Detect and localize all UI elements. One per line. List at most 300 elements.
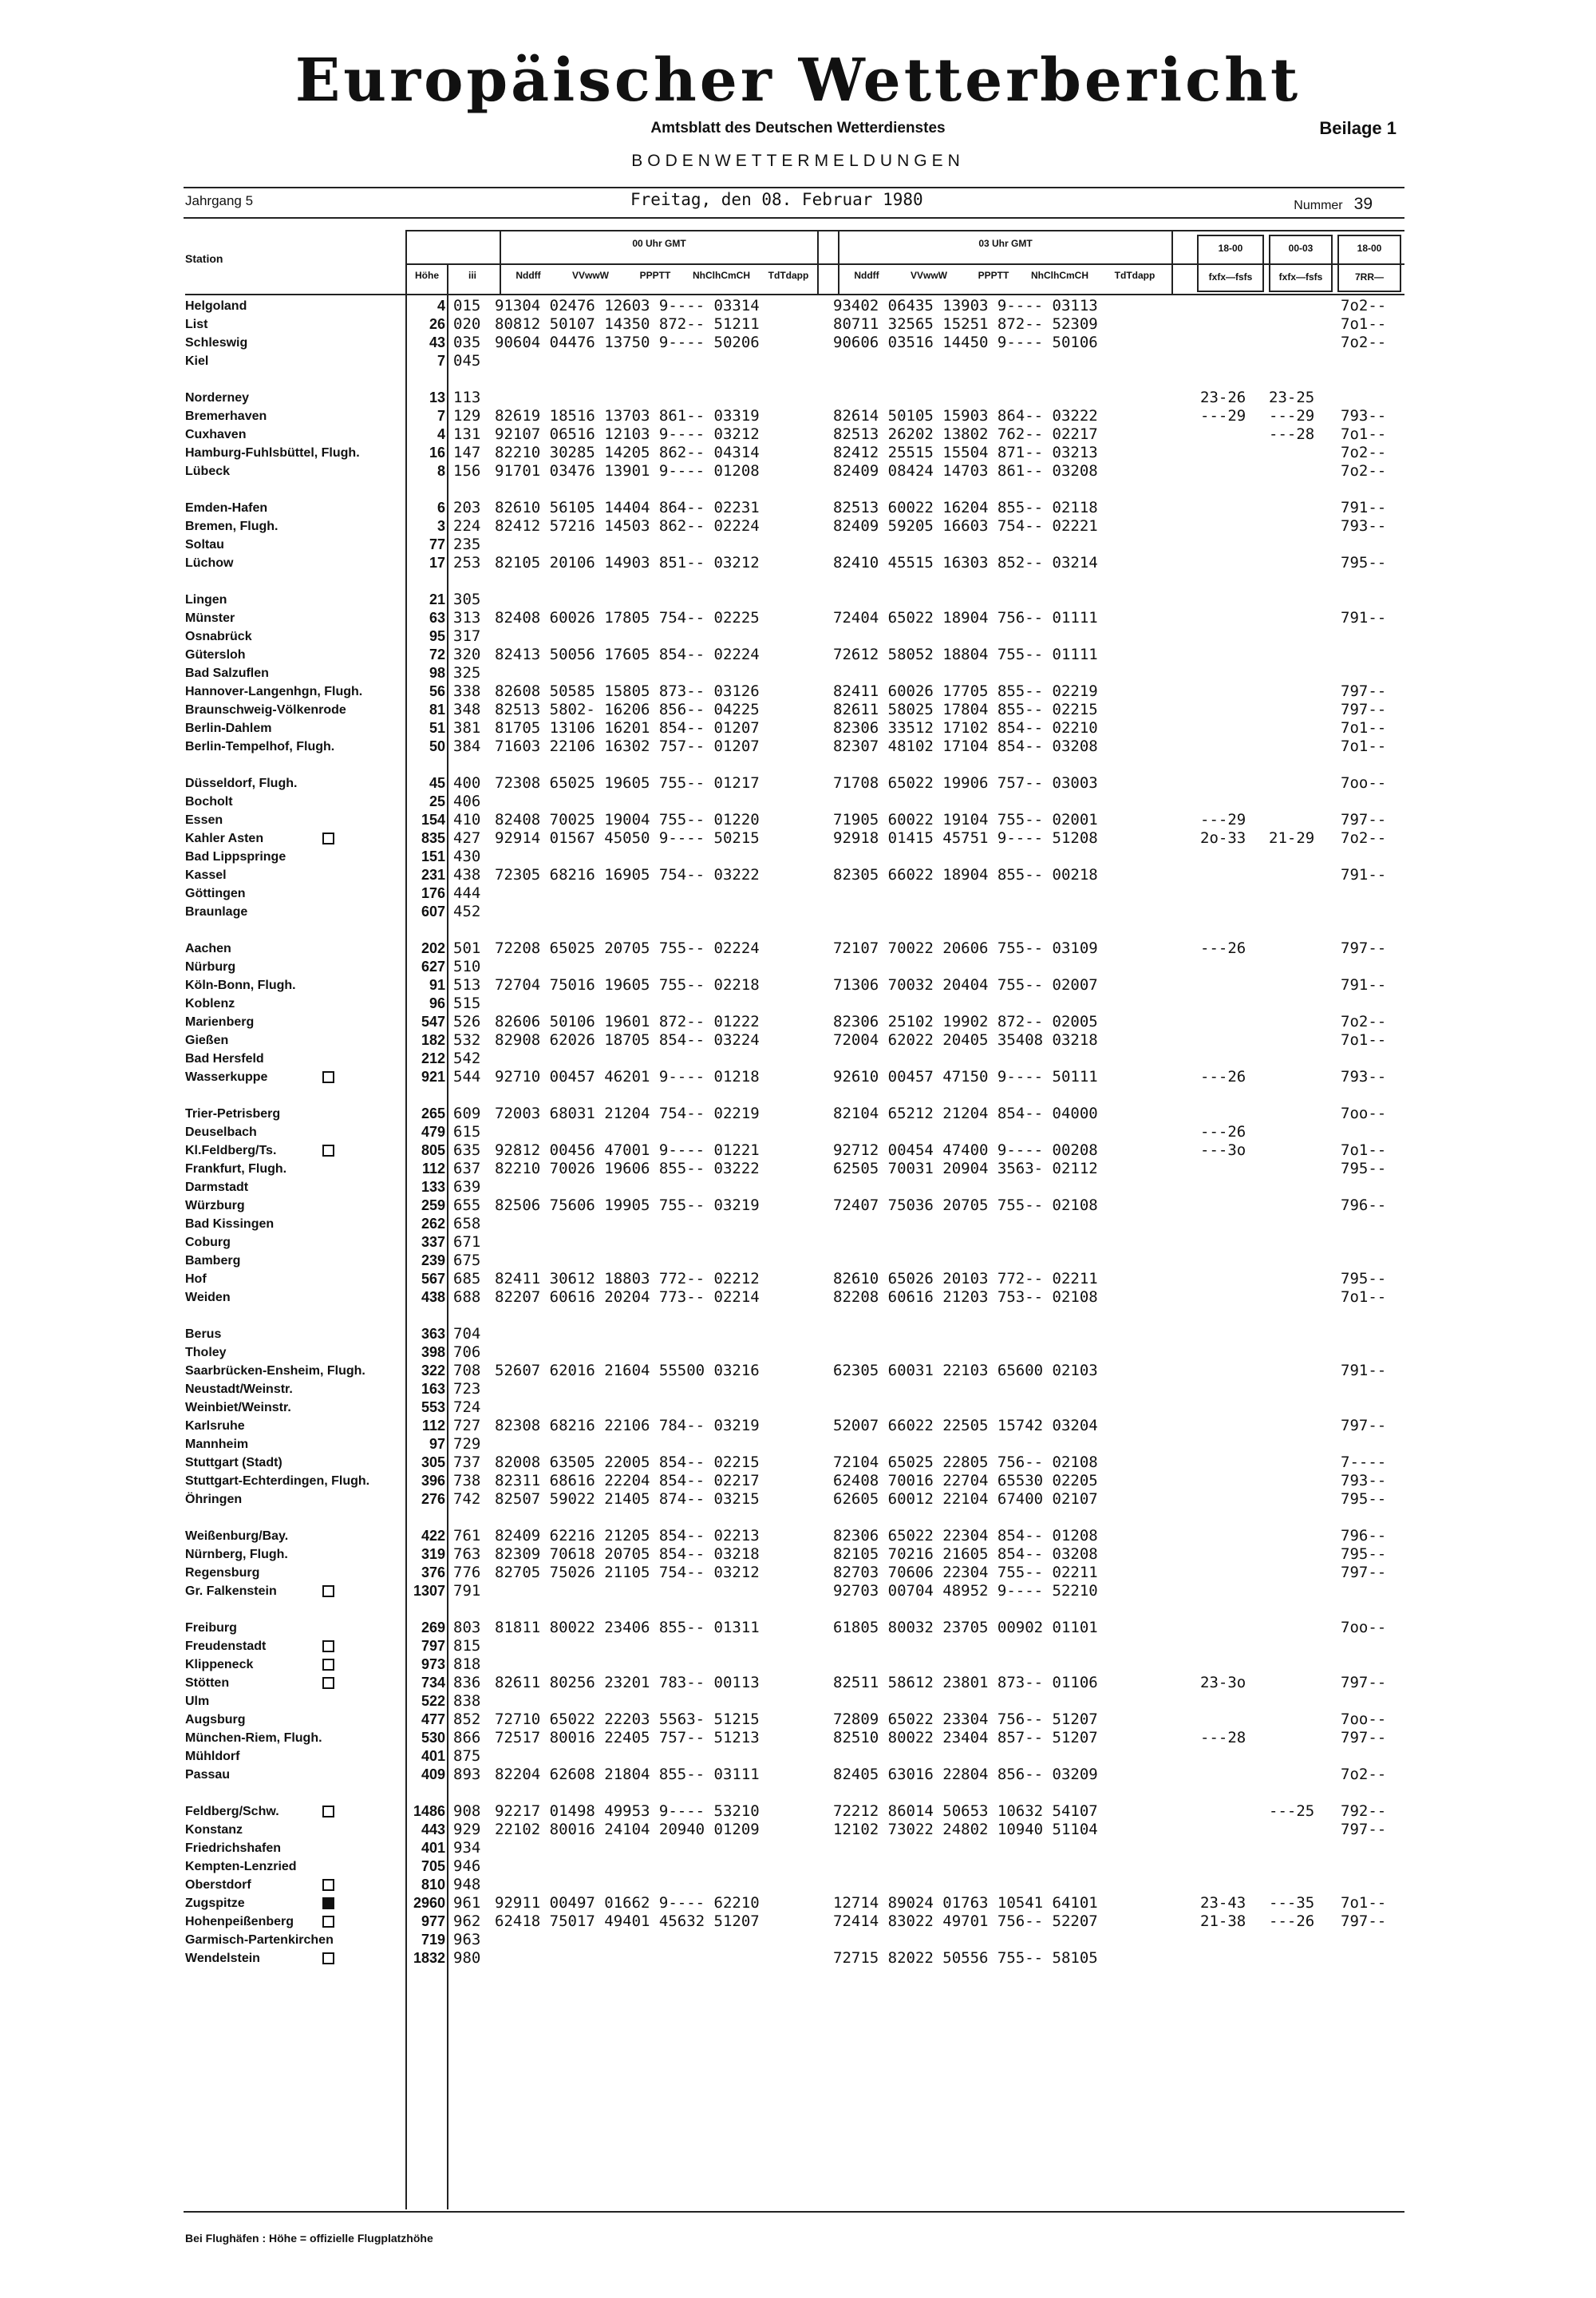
open-square-icon	[322, 1640, 334, 1652]
table-row	[185, 315, 1404, 334]
station-height: 98	[429, 665, 445, 681]
station-index: 156	[453, 462, 481, 480]
station-height: 797	[421, 1638, 445, 1654]
header-00-td: TdTdapp	[768, 270, 809, 281]
station-index: 615	[453, 1123, 481, 1141]
obs-03gmt: 72104 65025 22805 756-- 02108	[833, 1454, 1098, 1471]
obs-00gmt: 82507 59022 21405 874-- 03215	[495, 1490, 760, 1508]
obs-03gmt: 82409 08424 14703 861-- 03208	[833, 462, 1098, 480]
obs-03gmt: 82411 60026 17705 855-- 02219	[833, 682, 1098, 700]
gust-18-00: ---26	[1200, 1068, 1246, 1086]
table-row	[185, 1729, 1404, 1747]
table-row	[185, 1325, 1404, 1343]
precip-18-00: 797--	[1341, 811, 1387, 829]
station-name: München-Riem, Flugh.	[185, 1731, 322, 1745]
station-index: 639	[453, 1178, 481, 1196]
obs-00gmt: 91701 03476 13901 9---- 01208	[495, 462, 760, 480]
station-name: Weißenburg/Bay.	[185, 1529, 289, 1543]
station-height: 479	[421, 1124, 445, 1140]
header-03gmt: 03 Uhr GMT	[978, 238, 1033, 249]
precip-18-00: 7----	[1341, 1454, 1387, 1471]
station-index: 501	[453, 939, 481, 957]
station-height: 530	[421, 1730, 445, 1746]
precip-18-00: 795--	[1341, 1270, 1387, 1287]
station-name: Nürburg	[185, 960, 236, 974]
table-row	[185, 719, 1404, 738]
station-name: Cuxhaven	[185, 428, 247, 441]
station-index: 406	[453, 793, 481, 810]
station-height: 422	[421, 1528, 445, 1544]
station-name: Stötten	[185, 1676, 230, 1690]
precip-18-00: 7o1--	[1341, 1141, 1387, 1159]
station-index: 727	[453, 1417, 481, 1434]
station-index: 510	[453, 958, 481, 975]
rule-mid	[184, 217, 1404, 219]
obs-00gmt: 62418 75017 49401 45632 51207	[495, 1912, 760, 1930]
header-00gmt: 00 Uhr GMT	[632, 238, 686, 249]
row-spacer	[185, 1784, 1404, 1802]
table-row	[185, 1454, 1404, 1472]
obs-03gmt: 82305 66022 18904 855-- 00218	[833, 866, 1098, 884]
obs-00gmt: 72704 75016 19605 755-- 02218	[495, 976, 760, 994]
station-height: 91	[429, 977, 445, 993]
station-height: 363	[421, 1326, 445, 1342]
obs-03gmt: 92610 00457 47150 9---- 50111	[833, 1068, 1098, 1086]
obs-00gmt: 81705 13106 16201 854-- 01207	[495, 719, 760, 737]
station-index: 400	[453, 774, 481, 792]
station-index: 305	[453, 591, 481, 608]
table-row	[185, 591, 1404, 609]
table-row	[185, 1692, 1404, 1711]
obs-00gmt: 82311 68616 22204 854-- 02217	[495, 1472, 760, 1489]
precip-18-00: 793--	[1341, 1068, 1387, 1086]
issue-number	[1294, 195, 1373, 214]
station-name: Stuttgart-Echterdingen, Flugh.	[185, 1474, 370, 1488]
station-name: Augsburg	[185, 1713, 246, 1726]
obs-03gmt: 82614 50105 15903 864-- 03222	[833, 407, 1098, 425]
header-iii: iii	[468, 270, 476, 281]
table-row	[185, 554, 1404, 572]
table-row	[185, 1637, 1404, 1655]
table-row	[185, 499, 1404, 517]
table-row	[185, 1160, 1404, 1178]
station-index: 035	[453, 334, 481, 351]
header-r2-top: 00-03	[1288, 243, 1314, 254]
table-row	[185, 1435, 1404, 1454]
station-index: 948	[453, 1876, 481, 1893]
table-row	[185, 995, 1404, 1013]
obs-03gmt: 62305 60031 22103 65600 02103	[833, 1362, 1098, 1379]
station-height: 835	[421, 830, 445, 846]
station-name: Norderney	[185, 391, 250, 405]
table-row	[185, 1196, 1404, 1215]
station-index: 235	[453, 536, 481, 553]
station-name: Koblenz	[185, 997, 235, 1011]
obs-03gmt: 82510 80022 23404 857-- 51207	[833, 1729, 1098, 1746]
table-row	[185, 646, 1404, 664]
station-name: Würzburg	[185, 1199, 245, 1212]
station-index: 875	[453, 1747, 481, 1765]
table-row	[185, 958, 1404, 976]
station-name: Bocholt	[185, 795, 233, 809]
station-name: Friedrichshafen	[185, 1841, 282, 1855]
header-station: Station	[185, 252, 223, 265]
subtitle: Amtsblatt des Deutschen Wetterdienstes	[650, 120, 946, 136]
station-index: 836	[453, 1674, 481, 1691]
station-index: 410	[453, 811, 481, 829]
station-name: Essen	[185, 813, 223, 827]
table-row	[185, 1123, 1404, 1141]
station-index: 658	[453, 1215, 481, 1232]
gust-18-00: 2o-33	[1200, 829, 1246, 847]
table-row	[185, 1802, 1404, 1821]
obs-00gmt: 82008 63505 22005 854-- 02215	[495, 1454, 760, 1471]
precip-18-00: 797--	[1341, 1417, 1387, 1434]
obs-03gmt: 72809 65022 23304 756-- 51207	[833, 1711, 1098, 1728]
station-name: Soltau	[185, 538, 224, 552]
precip-18-00: 795--	[1341, 1545, 1387, 1563]
station-name: Kiel	[185, 354, 209, 368]
station-name: Weiden	[185, 1291, 231, 1304]
table-row	[185, 1398, 1404, 1417]
table-row	[185, 701, 1404, 719]
obs-03gmt: 80711 32565 15251 872-- 52309	[833, 315, 1098, 333]
precip-18-00: 797--	[1341, 1674, 1387, 1691]
station-name: Hannover-Langenhgn, Flugh.	[185, 685, 363, 698]
header-03-pppt: PPPTT	[978, 270, 1009, 281]
station-name: Braunschweig-Völkenrode	[185, 703, 346, 717]
obs-00gmt: 90604 04476 13750 9---- 50206	[495, 334, 760, 351]
obs-00gmt: 92217 01498 49953 9---- 53210	[495, 1802, 760, 1820]
obs-03gmt: 92712 00454 47400 9---- 00208	[833, 1141, 1098, 1159]
page-title: Europäischer Wetterbericht	[294, 46, 1302, 115]
precip-18-00: 7o1--	[1341, 1031, 1387, 1049]
obs-00gmt: 71603 22106 16302 757-- 01207	[495, 738, 760, 755]
station-height: 95	[429, 628, 445, 644]
station-height: 401	[421, 1840, 445, 1856]
station-name: Lingen	[185, 593, 227, 607]
station-name: Feldberg/Schw.	[185, 1805, 279, 1818]
station-index: 929	[453, 1821, 481, 1838]
station-index: 803	[453, 1619, 481, 1636]
obs-00gmt: 82619 18516 13703 861-- 03319	[495, 407, 760, 425]
obs-00gmt: 82309 70618 20705 854-- 03218	[495, 1545, 760, 1563]
precip-18-00: 7o1--	[1341, 719, 1387, 737]
station-height: 921	[421, 1069, 445, 1085]
precip-18-00: 7o1--	[1341, 1894, 1387, 1912]
station-name: Karlsruhe	[185, 1419, 245, 1433]
precip-18-00: 791--	[1341, 1362, 1387, 1379]
precip-18-00: 797--	[1341, 1821, 1387, 1838]
obs-03gmt: 82306 65022 22304 854-- 01208	[833, 1527, 1098, 1545]
station-index: 675	[453, 1252, 481, 1269]
station-name: Darmstadt	[185, 1181, 249, 1194]
station-index: 544	[453, 1068, 481, 1086]
obs-03gmt: 82104 65212 21204 854-- 04000	[833, 1105, 1098, 1122]
obs-03gmt: 62505 70031 20904 3563- 02112	[833, 1160, 1098, 1177]
table-row	[185, 1417, 1404, 1435]
table-row	[185, 352, 1404, 370]
station-name: Köln-Bonn, Flugh.	[185, 979, 296, 992]
table-row	[185, 1894, 1404, 1912]
precip-18-00: 7oo--	[1341, 774, 1387, 792]
station-index: 438	[453, 866, 481, 884]
table-row	[185, 627, 1404, 646]
table-row	[185, 1252, 1404, 1270]
obs-00gmt: 92107 06516 12103 9---- 03212	[495, 425, 760, 443]
station-index: 724	[453, 1398, 481, 1416]
obs-00gmt: 82408 70025 19004 755-- 01220	[495, 811, 760, 829]
nummer-value: 39	[1353, 195, 1373, 213]
precip-18-00: 797--	[1341, 939, 1387, 957]
row-spacer	[185, 481, 1404, 499]
station-index: 045	[453, 352, 481, 370]
station-index: 815	[453, 1637, 481, 1655]
station-index: 147	[453, 444, 481, 461]
station-index: 427	[453, 829, 481, 847]
station-height: 2960	[413, 1895, 445, 1911]
open-square-icon	[322, 1806, 334, 1817]
station-height: 231	[421, 867, 445, 883]
station-index: 791	[453, 1582, 481, 1600]
station-height: 376	[421, 1564, 445, 1580]
table-row	[185, 1821, 1404, 1839]
station-index: 015	[453, 297, 481, 314]
row-spacer	[185, 921, 1404, 939]
table-row	[185, 517, 1404, 536]
station-name: Tholey	[185, 1346, 227, 1359]
station-index: 430	[453, 848, 481, 865]
station-height: 154	[421, 812, 445, 828]
station-name: Berlin-Tempelhof, Flugh.	[185, 740, 335, 753]
gust-18-00: ---29	[1200, 811, 1246, 829]
precip-18-00: 7o1--	[1341, 425, 1387, 443]
obs-03gmt: 82611 58025 17804 855-- 02215	[833, 701, 1098, 718]
station-height: 13	[429, 390, 445, 405]
station-index: 635	[453, 1141, 481, 1159]
obs-00gmt: 81811 80022 23406 855-- 01311	[495, 1619, 760, 1636]
station-name: Lüchow	[185, 556, 234, 570]
obs-00gmt: 82611 80256 23201 783-- 00113	[495, 1674, 760, 1691]
station-index: 962	[453, 1912, 481, 1930]
station-height: 212	[421, 1050, 445, 1066]
table-row	[185, 1141, 1404, 1160]
table-row	[185, 903, 1404, 921]
obs-00gmt: 82610 56105 14404 864-- 02231	[495, 499, 760, 516]
row-spacer	[185, 370, 1404, 389]
station-height: 133	[421, 1179, 445, 1195]
table-row	[185, 1619, 1404, 1637]
precip-18-00: 797--	[1341, 1564, 1387, 1581]
station-height: 607	[421, 904, 445, 920]
station-height: 6	[437, 500, 445, 516]
station-height: 522	[421, 1693, 445, 1709]
station-height: 51	[429, 720, 445, 736]
gust-18-00: 21-38	[1200, 1912, 1246, 1930]
obs-00gmt: 82210 30285 14205 862-- 04314	[495, 444, 760, 461]
gust-00-03: ---35	[1269, 1894, 1315, 1912]
station-index: 893	[453, 1766, 481, 1783]
precip-18-00: 7o2--	[1341, 1013, 1387, 1030]
station-height: 151	[421, 848, 445, 864]
station-index: 444	[453, 884, 481, 902]
station-index: 129	[453, 407, 481, 425]
table-row	[185, 738, 1404, 756]
station-index: 852	[453, 1711, 481, 1728]
obs-03gmt: 71708 65022 19906 757-- 03003	[833, 774, 1098, 792]
table-row	[185, 462, 1404, 481]
precip-18-00: 7o2--	[1341, 829, 1387, 847]
station-name: Bad Lippspringe	[185, 850, 286, 864]
table-row	[185, 1527, 1404, 1545]
obs-00gmt: 92812 00456 47001 9---- 01221	[495, 1141, 760, 1159]
obs-03gmt: 92703 00704 48952 9---- 52210	[833, 1582, 1098, 1600]
obs-00gmt: 22102 80016 24104 20940 01209	[495, 1821, 760, 1838]
station-height: 269	[421, 1620, 445, 1635]
header-r2-bot: fxfx—fsfs	[1278, 271, 1323, 283]
filled-square-icon	[322, 1897, 334, 1909]
station-height: 567	[421, 1271, 445, 1287]
station-height: 72	[429, 647, 445, 663]
station-index: 729	[453, 1435, 481, 1453]
station-index: 542	[453, 1050, 481, 1067]
obs-00gmt: 82413 50056 17605 854-- 02224	[495, 646, 760, 663]
obs-03gmt: 82610 65026 20103 772-- 02211	[833, 1270, 1098, 1287]
station-name: Bad Kissingen	[185, 1217, 275, 1231]
precip-18-00: 7o1--	[1341, 315, 1387, 333]
station-height: 77	[429, 536, 445, 552]
obs-03gmt: 82513 26202 13802 762-- 02217	[833, 425, 1098, 443]
station-name: Gütersloh	[185, 648, 246, 662]
table-row	[185, 1711, 1404, 1729]
station-height: 97	[429, 1436, 445, 1452]
station-height: 977	[421, 1913, 445, 1929]
obs-03gmt: 72407 75036 20705 755-- 02108	[833, 1196, 1098, 1214]
station-height: 112	[421, 1418, 445, 1434]
station-height: 112	[421, 1161, 445, 1177]
table-row	[185, 976, 1404, 995]
obs-03gmt: 82410 45515 16303 852-- 03214	[833, 554, 1098, 572]
station-height: 25	[429, 793, 445, 809]
obs-00gmt: 82705 75026 21105 754-- 03212	[495, 1564, 760, 1581]
station-height: 276	[421, 1491, 445, 1507]
station-height: 734	[421, 1675, 445, 1691]
obs-00gmt: 82606 50106 19601 872-- 01222	[495, 1013, 760, 1030]
station-name: Zugspitze	[185, 1897, 245, 1910]
station-height: 627	[421, 959, 445, 975]
obs-03gmt: 52007 66022 22505 15742 03204	[833, 1417, 1098, 1434]
station-index: 671	[453, 1233, 481, 1251]
station-name: Hamburg-Fuhlsbüttel, Flugh.	[185, 446, 360, 460]
obs-03gmt: 82409 59205 16603 754-- 02221	[833, 517, 1098, 535]
station-name: Aachen	[185, 942, 231, 955]
station-height: 305	[421, 1454, 445, 1470]
table-row	[185, 1564, 1404, 1582]
table-row	[185, 664, 1404, 682]
table-row	[185, 1912, 1404, 1931]
precip-18-00: 791--	[1341, 499, 1387, 516]
open-square-icon	[322, 1916, 334, 1928]
station-height: 396	[421, 1473, 445, 1489]
open-square-icon	[322, 1879, 334, 1891]
station-name: Wendelstein	[185, 1952, 260, 1965]
station-name: Stuttgart (Stadt)	[185, 1456, 282, 1469]
station-name: Freiburg	[185, 1621, 237, 1635]
station-height: 50	[429, 738, 445, 754]
station-index: 348	[453, 701, 481, 718]
precip-18-00: 7o2--	[1341, 297, 1387, 314]
row-spacer	[185, 756, 1404, 774]
precip-18-00: 793--	[1341, 517, 1387, 535]
precip-18-00: 797--	[1341, 701, 1387, 718]
station-index: 706	[453, 1343, 481, 1361]
station-index: 513	[453, 976, 481, 994]
precip-18-00: 793--	[1341, 407, 1387, 425]
table-row	[185, 389, 1404, 407]
precip-18-00: 795--	[1341, 554, 1387, 572]
station-name: Regensburg	[185, 1566, 260, 1580]
station-name: Bad Salzuflen	[185, 666, 269, 680]
rule-bottom	[184, 2211, 1404, 2213]
obs-03gmt: 62408 70016 22704 65530 02205	[833, 1472, 1098, 1489]
station-index: 224	[453, 517, 481, 535]
station-index: 946	[453, 1857, 481, 1875]
table-row	[185, 1876, 1404, 1894]
table-row	[185, 1766, 1404, 1784]
station-index: 320	[453, 646, 481, 663]
station-index: 325	[453, 664, 481, 682]
station-name: List	[185, 318, 208, 331]
precip-18-00: 791--	[1341, 866, 1387, 884]
table-row	[185, 811, 1404, 829]
station-height: 239	[421, 1252, 445, 1268]
table-row	[185, 425, 1404, 444]
obs-00gmt: 82105 20106 14903 851-- 03212	[495, 554, 760, 572]
table-row	[185, 1949, 1404, 1968]
obs-03gmt: 72107 70022 20606 755-- 03109	[833, 939, 1098, 957]
station-index: 253	[453, 554, 481, 572]
table-row	[185, 1582, 1404, 1600]
table-row	[185, 1747, 1404, 1766]
table-row	[185, 1472, 1404, 1490]
obs-00gmt: 82411 30612 18803 772-- 02212	[495, 1270, 760, 1287]
table-row	[185, 939, 1404, 958]
station-index: 934	[453, 1839, 481, 1857]
obs-00gmt: 82210 70026 19606 855-- 03222	[495, 1160, 760, 1177]
obs-03gmt: 82513 60022 16204 855-- 02118	[833, 499, 1098, 516]
precip-18-00: 793--	[1341, 1472, 1387, 1489]
station-height: 176	[421, 885, 445, 901]
header-r3-bot: 7RR—	[1354, 271, 1384, 283]
station-height: 443	[421, 1821, 445, 1837]
obs-03gmt: 82105 70216 21605 854-- 03208	[833, 1545, 1098, 1563]
station-index: 655	[453, 1196, 481, 1214]
header-00-ndff: Nddff	[516, 270, 541, 281]
station-height: 553	[421, 1399, 445, 1415]
station-index: 381	[453, 719, 481, 737]
station-index: 763	[453, 1545, 481, 1563]
header-03-vvwww: VVwwW	[910, 270, 947, 281]
obs-03gmt: 72414 83022 49701 756-- 52207	[833, 1912, 1098, 1930]
station-name: Berus	[185, 1327, 222, 1341]
row-spacer	[185, 1086, 1404, 1105]
station-index: 637	[453, 1160, 481, 1177]
station-index: 452	[453, 903, 481, 920]
obs-00gmt: 82608 50585 15805 873-- 03126	[495, 682, 760, 700]
gust-00-03: ---28	[1269, 425, 1315, 443]
station-name: Trier-Petrisberg	[185, 1107, 281, 1121]
precip-18-00: 792--	[1341, 1802, 1387, 1820]
